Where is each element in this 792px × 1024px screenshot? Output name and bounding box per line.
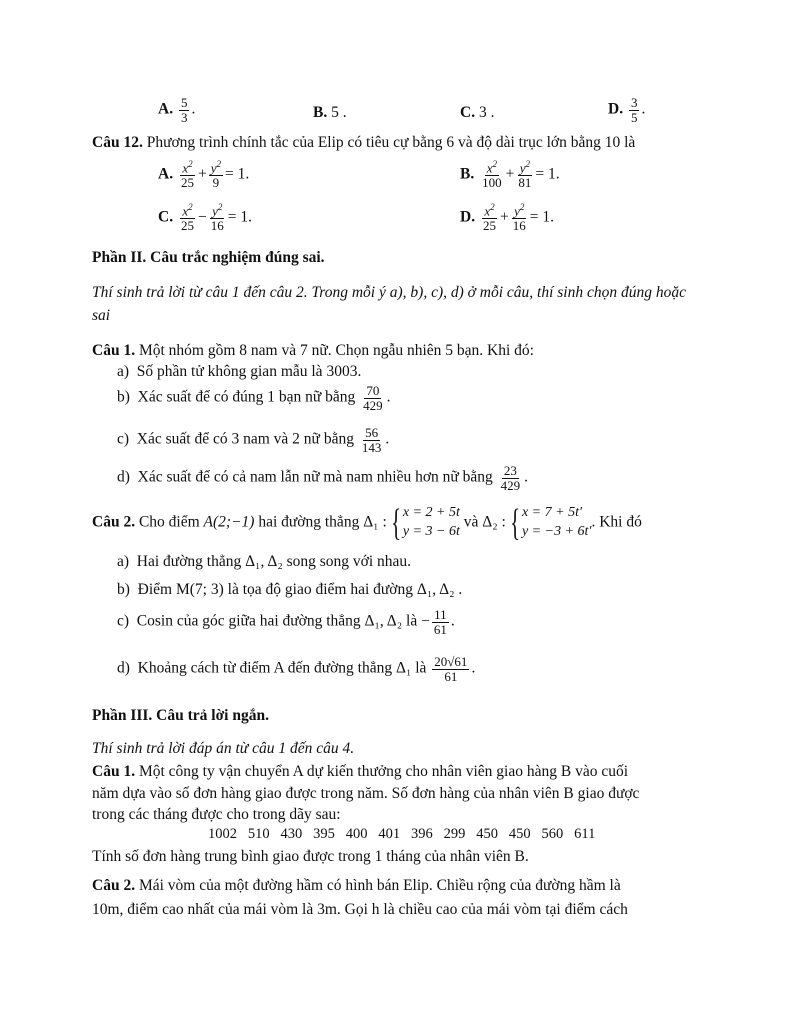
q12-option-b: B. $\frac{x^2}{100}$ + $\frac{y^2}{81}$ = 1. (460, 159, 560, 190)
p2-q1-d: d) Xác suất để có cả nam lẫn nữ mà nam nhiều hơn nữ bằng $\frac{23}{429}$ . (117, 463, 529, 493)
p2-q2-stem: Câu 2. Cho điểm A(2;−1) hai đường thẳng Δ₁ : { x = 2 + 5t y = 3 − 6t và Δ₂ : { x = 7 + 5t′ y = −3 + 6t′ . Khi đó (92, 502, 642, 544)
p2-q1-stem: Câu 1. Một nhóm gồm 8 nam và 7 nữ. Chọn ngẫu nhiên 5 bạn. Khi đó: (92, 342, 534, 359)
p2-q1-c: c) Xác suất để có 3 nam và 2 nữ bằng $\frac{56}{143}$ . (117, 425, 390, 455)
p3-q1-line2: năm dựa vào số đơn hàng giao được trong năm. Số đơn hàng của nhân viên B giao được (92, 785, 640, 802)
p2-q2-b: b) Điểm M(7; 3) là tọa độ giao điểm hai đường Δ₁, Δ₂ . (117, 581, 463, 598)
q11-option-a: A. $\frac{5}{3}$ . (158, 95, 196, 125)
q12-option-a: A. $\frac{x^2}{25}$ + $\frac{y^2}{9}$ = 1. (158, 159, 250, 190)
q12-option-c: C. $\frac{x^2}{25}$ − $\frac{y^2}{16}$ = 1. (158, 202, 252, 233)
p3-q1-line4: Tính số đơn hàng trung bình giao được trong 1 tháng của nhân viên B. (92, 848, 529, 865)
p2-q2-c: c) Cosin của góc giữa hai đường thẳng Δ₁, Δ₂ là − $\frac{11}{61}$ . (117, 607, 455, 637)
p2-q2-d: d) Khoảng cách từ điểm A đến đường thẳng Δ₁ là $\frac{20√61}{61}$ . (117, 654, 476, 684)
p2-q2-a: a) Hai đường thẳng Δ₁, Δ₂ song song với nhau. (117, 553, 412, 570)
q11-option-b: B. 5 . (313, 104, 347, 121)
p3-q1-line3: trong các tháng được cho trong dãy sau: (92, 806, 341, 823)
p3-q1-line1: Câu 1. Một công ty vận chuyển A dự kiến thưởng cho nhân viên giao hàng B vào cuối (92, 763, 629, 780)
part3-heading: Phần III. Câu trả lời ngắn. (92, 707, 269, 724)
p2-q1-b: b) Xác suất để có đúng 1 bạn nữ bằng $\frac{70}{429}$ . (117, 383, 391, 413)
p3-q2-line1: Câu 2. Mái vòm của một đường hầm có hình bán Elip. Chiều rộng của đường hầm là (92, 877, 621, 894)
part3-instruction: Thí sinh trả lời đáp án từ câu 1 đến câu 4. (92, 740, 355, 757)
q12-stem: Câu 12. Phương trình chính tắc của Elip có tiêu cự bằng 6 và độ dài trục lớn bằng 10 là (92, 134, 636, 151)
p3-q2-line2: 10m, điểm cao nhất của mái vòm là 3m. Gọi h là chiều cao của mái vòm tại điểm cách (92, 901, 628, 918)
p3-q1-data: 1002 510 430 395 400 401 396 299 450 450 560 611 (208, 826, 596, 842)
fraction: $\frac{5}{3}$ (180, 95, 188, 125)
part2-instruction-cont: sai (92, 307, 111, 324)
q11-option-c: C. 3 . (460, 104, 495, 121)
part2-instruction: Thí sinh trả lời từ câu 1 đến câu 2. Trong mỗi ý a), b), c), d) ở mỗi câu, thí sinh chọn đúng hoặc (92, 284, 687, 301)
q12-option-d: D. $\frac{x^2}{25}$ + $\frac{y^2}{16}$ = 1. (460, 202, 554, 233)
q11-option-d: D. $\frac{3}{5}$ . (608, 95, 646, 125)
p2-q1-a: a) Số phần tử không gian mẫu là 3003. (117, 363, 362, 380)
fraction: $\frac{3}{5}$ (630, 95, 638, 125)
part2-heading: Phần II. Câu trắc nghiệm đúng sai. (92, 249, 325, 266)
